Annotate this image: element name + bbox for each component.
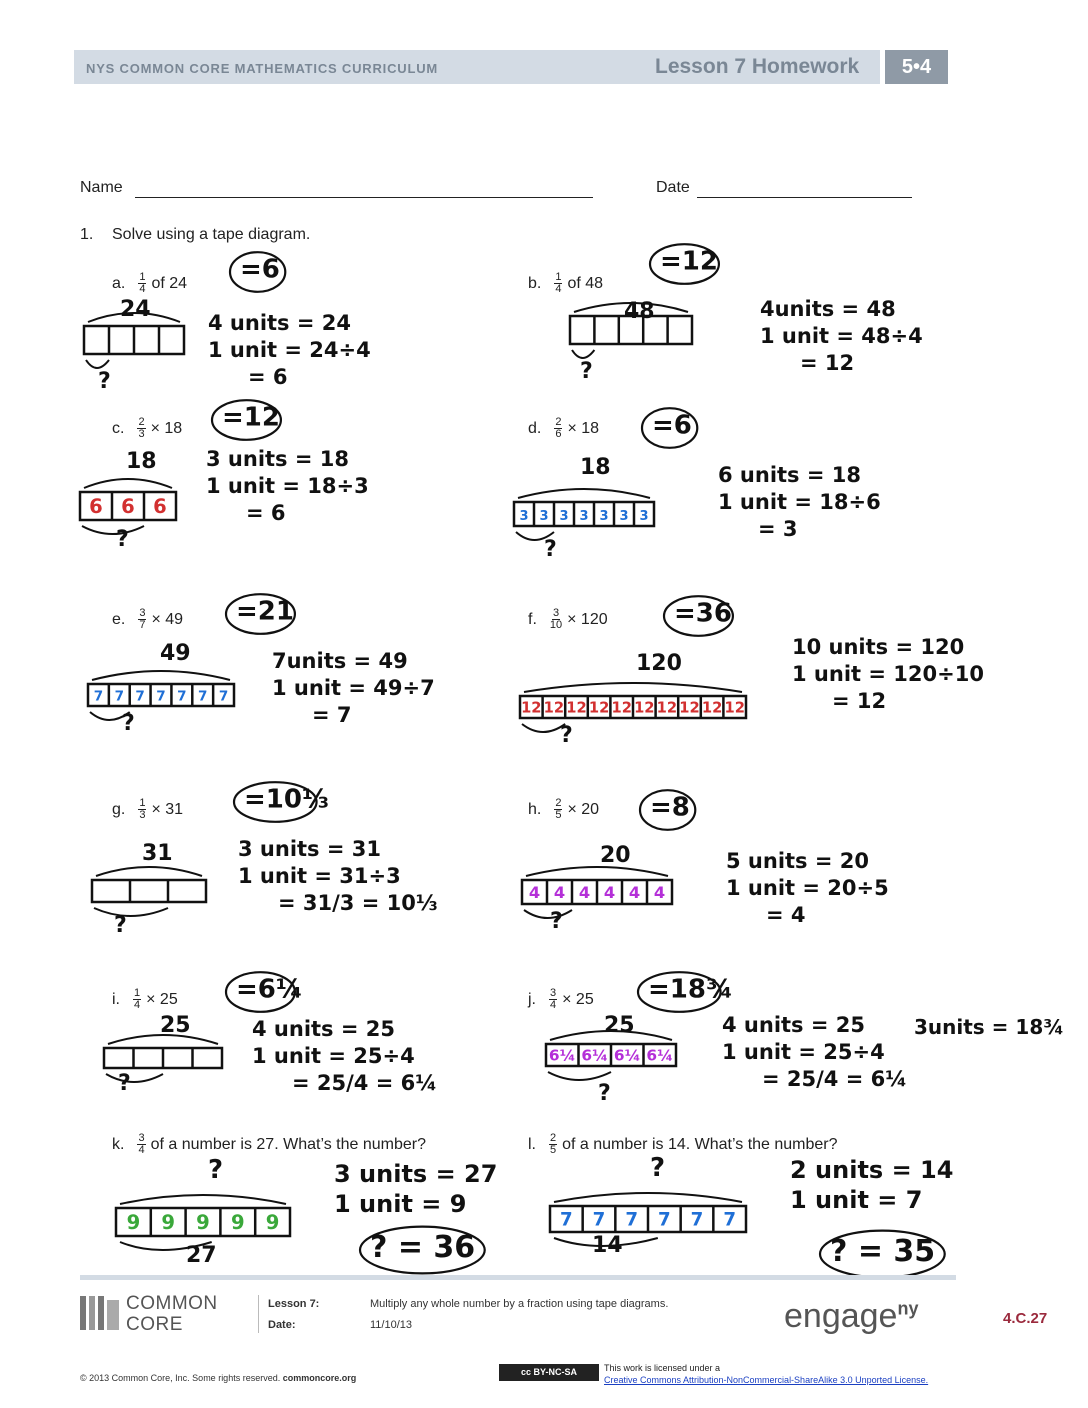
work-line: 1 unit = 25÷4 [722,1040,885,1064]
work-line: 4 units = 24 [208,311,352,335]
license-link[interactable]: Creative Commons Attribution-NonCommercial-ShareAlike 3.0 Unported License. [604,1375,929,1385]
common-core-logo-icon [80,1296,120,1330]
tape-unit-label: 9 [161,1211,176,1234]
grade-module-badge: 5•4 [885,50,948,84]
part-brace [86,360,109,368]
unknown-mark: ? [98,369,111,394]
problem-text: × 31 [151,800,184,818]
circled-answer: =12 [222,402,280,433]
work-line: 2 units = 14 [790,1156,954,1184]
footer-lesson-label: Lesson 7: [268,1298,320,1310]
tape-unit-label: 3 [639,509,649,524]
tape-unit-label: 6¼ [548,1046,576,1065]
total-brace [92,671,230,680]
work-line: 4 units = 25 [252,1017,396,1041]
total-label: 20 [600,843,631,868]
problem-fraction: $\frac{3}{10}$ [549,607,563,631]
circled-answer: =12 [660,246,718,277]
problem-fraction: $\frac{1}{4}$ [134,987,141,1011]
work-line: 7units = 49 [272,649,408,673]
problem-text: × 49 [151,610,184,628]
tape-unit-label: 7 [723,1209,736,1231]
circled-answer: =6 [652,410,692,441]
part-brace [522,724,565,732]
question-instruction: Solve using a tape diagram. [112,226,311,243]
copyright: © 2013 Common Core, Inc. Some rights reserved. commoncore.org [80,1373,357,1383]
tape-unit-label: 3 [579,509,589,524]
tape-unit-label: 4 [528,883,541,902]
problem-letter: b. [528,274,542,292]
curriculum-title: NYS COMMON CORE MATHEMATICS CURRICULUM [86,61,439,76]
work-line: 1 unit = 48÷4 [760,324,923,348]
total-brace [84,479,172,488]
total-label: 31 [142,841,173,866]
unknown-mark: ? [580,359,593,384]
circled-answer: =21 [236,596,294,627]
cc-license-badge: cc BY-NC-SA [499,1364,599,1381]
tape-unit-label: 6¼ [646,1046,674,1065]
work-line: = 4 [766,903,806,927]
total-brace [120,1195,286,1204]
tape-unit-label: 4 [653,883,666,902]
circled-answer: =18¾ [648,974,733,1005]
work-line: 10 units = 120 [792,635,965,659]
work-line: = 25/4 = 6¼ [762,1067,907,1091]
tape-unit-label: 12 [543,699,565,717]
problem-text: of 24 [151,274,188,292]
circled-answer: =8 [650,792,690,823]
problem-text: of a number is 14. What’s the number? [562,1135,838,1153]
problem-text: × 25 [562,990,594,1008]
tape-bar [92,880,206,902]
footer-lesson-text: Multiply any whole number by a fraction using tape diagrams. [370,1298,669,1310]
problem-fraction: $\frac{2}{6}$ [555,416,562,440]
problem-text: of 48 [567,274,604,292]
total-label: 27 [186,1243,217,1268]
unknown-mark: ? [560,723,573,748]
work-line: = 7 [312,703,352,727]
tape-unit-label: 7 [218,688,229,705]
problem-fraction: $\frac{3}{4}$ [138,1132,145,1156]
tape-unit-label: 4 [628,883,641,902]
total-brace [518,489,650,498]
total-label: 49 [160,641,191,666]
tape-unit-label: 4 [578,883,591,902]
problem-fraction: $\frac{2}{5}$ [550,1132,557,1156]
work-line: 3 units = 31 [238,837,382,861]
circled-answer: =6 [240,254,280,285]
circled-answer: =6¼ [236,974,303,1005]
work-line: 1 unit = 120÷10 [792,662,984,686]
unknown-mark: ? [598,1081,611,1106]
problem-letter: e. [112,610,126,628]
problem-letter: a. [112,274,126,292]
total-label: 25 [604,1013,635,1038]
footer-separator [258,1295,259,1333]
problem-fraction: $\frac{1}{4}$ [139,271,146,295]
work-line: 3 units = 27 [334,1160,498,1188]
common-core-logo: COMMON CORE [126,1293,218,1335]
tape-unit-label: 6¼ [581,1046,609,1065]
tape-unit-label: 7 [197,688,208,705]
work-line: 1 unit = 18÷6 [718,490,881,514]
problem-fraction: $\frac{3}{7}$ [139,607,146,631]
tape-unit-label: 12 [588,699,610,717]
tape-unit-label: 7 [592,1209,606,1231]
problem-letter: c. [112,419,125,437]
unknown-mark: ? [208,1155,224,1185]
tape-unit-label: 3 [559,509,569,524]
tape-unit-label: 9 [265,1211,280,1234]
total-label: 25 [160,1013,191,1038]
work-line: 1 unit = 7 [790,1186,923,1214]
total-brace [524,683,742,692]
date-label: Date [656,179,690,196]
tape-unit-label: 9 [230,1211,245,1234]
part-brace [82,526,144,534]
work-line: = 12 [832,689,887,713]
problem-fraction: $\frac{2}{5}$ [555,797,562,821]
work-line: 5 units = 20 [726,849,870,873]
tape-unit-label: 7 [114,688,125,705]
total-label: 18 [126,449,157,474]
unknown-mark: ? [116,527,129,552]
tape-unit-label: 6 [121,495,135,518]
tape-unit-label: 7 [156,688,166,705]
tape-unit-label: 12 [611,699,632,717]
tape-unit-label: 7 [135,688,145,705]
problem-letter: d. [528,419,542,437]
problem-text: × 25 [146,990,178,1008]
name-label: Name [80,179,123,196]
tape-unit-label: 6¼ [613,1046,641,1065]
circled-answer: =10⅓ [244,784,329,815]
page-code: 4.C.27 [1003,1310,1048,1327]
unknown-mark: ? [550,909,563,934]
work-line: 1 unit = 24÷4 [208,338,371,362]
lesson-title: Lesson 7 Homework [655,55,860,78]
footer-divider [80,1275,956,1280]
work-line: 1 unit = 20÷5 [726,876,889,900]
problem-fraction: $\frac{2}{3}$ [138,416,145,440]
problem-letter: h. [528,800,542,818]
work-line: = 31/3 = 10⅓ [278,891,438,915]
tape-unit-label: 3 [599,509,609,524]
work-line: = 25/4 = 6¼ [292,1071,437,1095]
work-line: = 6 [248,365,288,389]
footer-date-text: 11/10/13 [370,1319,413,1331]
work-line: 4units = 48 [760,297,896,321]
work-line: 1 unit = 25÷4 [252,1044,415,1068]
total-label: 14 [592,1233,623,1258]
problem-fraction: $\frac{3}{4}$ [550,987,557,1011]
unknown-mark: ? [650,1153,666,1183]
problem-letter: f. [528,610,537,628]
tape-unit-label: 9 [196,1211,210,1234]
tape-unit-label: 12 [701,699,723,717]
tape-unit-label: 7 [560,1209,573,1231]
problem-text: of a number is 27. What’s the number? [150,1135,426,1153]
total-label: 48 [624,299,655,324]
work-line: = 3 [758,517,798,541]
work-line: 3 units = 18 [206,447,350,471]
engageny-logo: engage$^{ny}$ [784,1297,919,1335]
license-text: This work is licensed under a Creative Commons Attribution-NonCommercial-ShareAlike 3.0 Unported License. [604,1363,929,1385]
tape-unit-label: 12 [724,699,745,717]
work-line: 4 units = 25 [722,1013,866,1037]
problem-text: × 18 [567,419,600,437]
question-number: 1. [80,226,94,243]
work-extra: 3units = 18¾ [914,1015,1064,1039]
tape-unit-label: 7 [690,1209,704,1231]
part-brace [94,908,168,916]
footer-date-label: Date: [268,1319,296,1331]
work-line: = 6 [246,501,286,525]
unknown-mark: ? [114,913,127,938]
work-line: 1 unit = 31÷3 [238,864,401,888]
tape-unit-label: 7 [658,1209,671,1231]
unknown-mark: ? [122,711,135,736]
work-line: 1 unit = 18÷3 [206,474,369,498]
total-brace [96,867,202,876]
tape-unit-label: 6 [153,495,167,518]
problem-letter: j. [528,990,536,1008]
circled-answer: ? = 36 [370,1230,476,1266]
tape-unit-label: 3 [519,509,529,524]
problem-fraction: $\frac{1}{3}$ [139,797,146,821]
tape-unit-label: 12 [634,699,655,717]
tape-unit-label: 12 [679,699,700,717]
problem-letter: g. [112,800,126,818]
total-brace [526,867,668,876]
total-label: 120 [636,651,682,676]
part-brace [524,910,572,918]
tape-unit-label: 12 [566,699,587,717]
problem-letter: k. [112,1135,125,1153]
work-line: 1 unit = 49÷7 [272,676,435,700]
problem-letter: l. [528,1135,536,1153]
tape-unit-label: 9 [126,1211,141,1234]
tape-unit-label: 7 [177,688,187,705]
work-line: 1 unit = 9 [334,1190,467,1218]
circled-answer: ? = 35 [830,1234,936,1270]
tape-unit-label: 12 [656,699,678,717]
circled-answer: =36 [674,598,732,629]
part-brace [106,1074,163,1082]
problem-letter: i. [112,990,120,1008]
tape-unit-label: 3 [539,509,549,524]
problem-fraction: $\frac{1}{4}$ [555,271,562,295]
unknown-mark: ? [118,1071,131,1096]
tape-unit-label: 6 [89,495,103,518]
tape-unit-label: 4 [553,883,566,902]
total-label: 18 [580,455,611,480]
tape-unit-label: 12 [521,699,542,717]
work-line: 6 units = 18 [718,463,862,487]
problem-text: × 20 [567,800,600,818]
total-label: 24 [120,297,151,322]
part-brace [548,1072,611,1080]
tape-unit-label: 3 [619,509,629,524]
unknown-mark: ? [544,537,557,562]
tape-unit-label: 7 [93,688,104,705]
problem-text: × 18 [150,419,183,437]
work-line: = 12 [800,351,855,375]
tape-unit-label: 7 [625,1209,638,1231]
problem-text: × 120 [567,610,608,628]
part-brace [572,350,594,358]
total-brace [554,1193,742,1202]
tape-unit-label: 4 [603,883,616,902]
